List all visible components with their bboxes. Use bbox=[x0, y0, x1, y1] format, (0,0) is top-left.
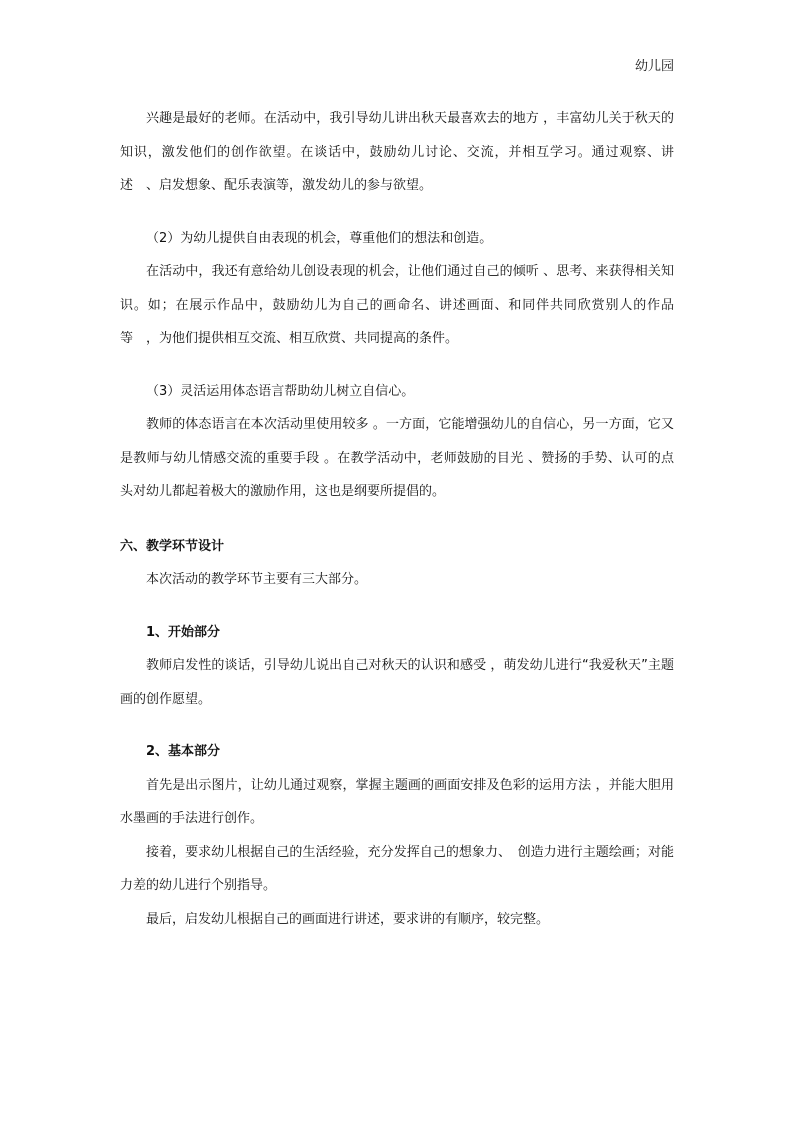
section-heading-teaching-design: 六、教学环节设计 bbox=[120, 538, 225, 554]
page-header: 幼儿园 bbox=[634, 59, 674, 74]
subheading-body-language: （3）灵活运用体态语言帮助幼儿树立自信心。 bbox=[146, 383, 415, 399]
subheading-basic: 2、基本部分 bbox=[146, 744, 221, 759]
paragraph-three-parts: 本次活动的教学环节主要有三大部分。 bbox=[146, 572, 368, 587]
paragraph-basic-first: 首先是出示图片，让幼儿通过观察，掌握主题画的画面安排及色彩的运用方法 ，并能大胆用水墨画的手法进行创作。 bbox=[120, 777, 674, 826]
document-body bbox=[120, 102, 674, 936]
paragraph-opening: 教师启发性的谈话，引导幼儿说出自己对秋天的认识和感受 ，萌发幼儿进行“我爱秋天”主题画的创作愿望。 bbox=[120, 658, 674, 707]
paragraph-expression: 在活动中，我还有意给幼儿创设表现的机会，让他们通过自己的倾听 、思考、来获得相关知识。如；在展示作品中，鼓励幼儿为自己的画命名、讲述画面、和同伴共同欣赏别人的作品等 ，为他们提供相互交流、相互欣赏、共同提高的条件。 bbox=[120, 264, 674, 346]
paragraph-basic-next: 接着，要求幼儿根据自己的生活经验，充分发挥自己的想象力、 创造力进行主题绘画；对能力差的幼儿进行个别指导。 bbox=[120, 844, 674, 893]
subheading-opening: 1、开始部分 bbox=[146, 624, 221, 640]
paragraph-basic-last: 最后，启发幼儿根据自己的画面进行讲述，要求讲的有顺序，较完整。 bbox=[146, 911, 550, 927]
paragraph-body-language: 教师的体态语言在本次活动里使用较多 。一方面，它能增强幼儿的自信心，另一方面，它又是教师与幼儿情感交流的重要手段 。在教学活动中，老师鼓励的目光 、赞扬的手势、认可的点头对幼儿都起着极大的激励作用，这也是纲要所提倡的。 bbox=[120, 417, 674, 499]
subheading-free-expression: （2）为幼儿提供自由表现的机会，尊重他们的想法和创造。 bbox=[146, 230, 493, 246]
paragraph-interest: 兴趣是最好的老师。在活动中，我引导幼儿讲出秋天最喜欢去的地方 ，丰富幼儿关于秋天的知识，激发他们的创作欲望。在谈话中，鼓励幼儿讨论、交流，并相互学习。通过观察、讲述 、启发想象、配乐表演等，激发幼儿的参与欲望。 bbox=[120, 111, 674, 193]
